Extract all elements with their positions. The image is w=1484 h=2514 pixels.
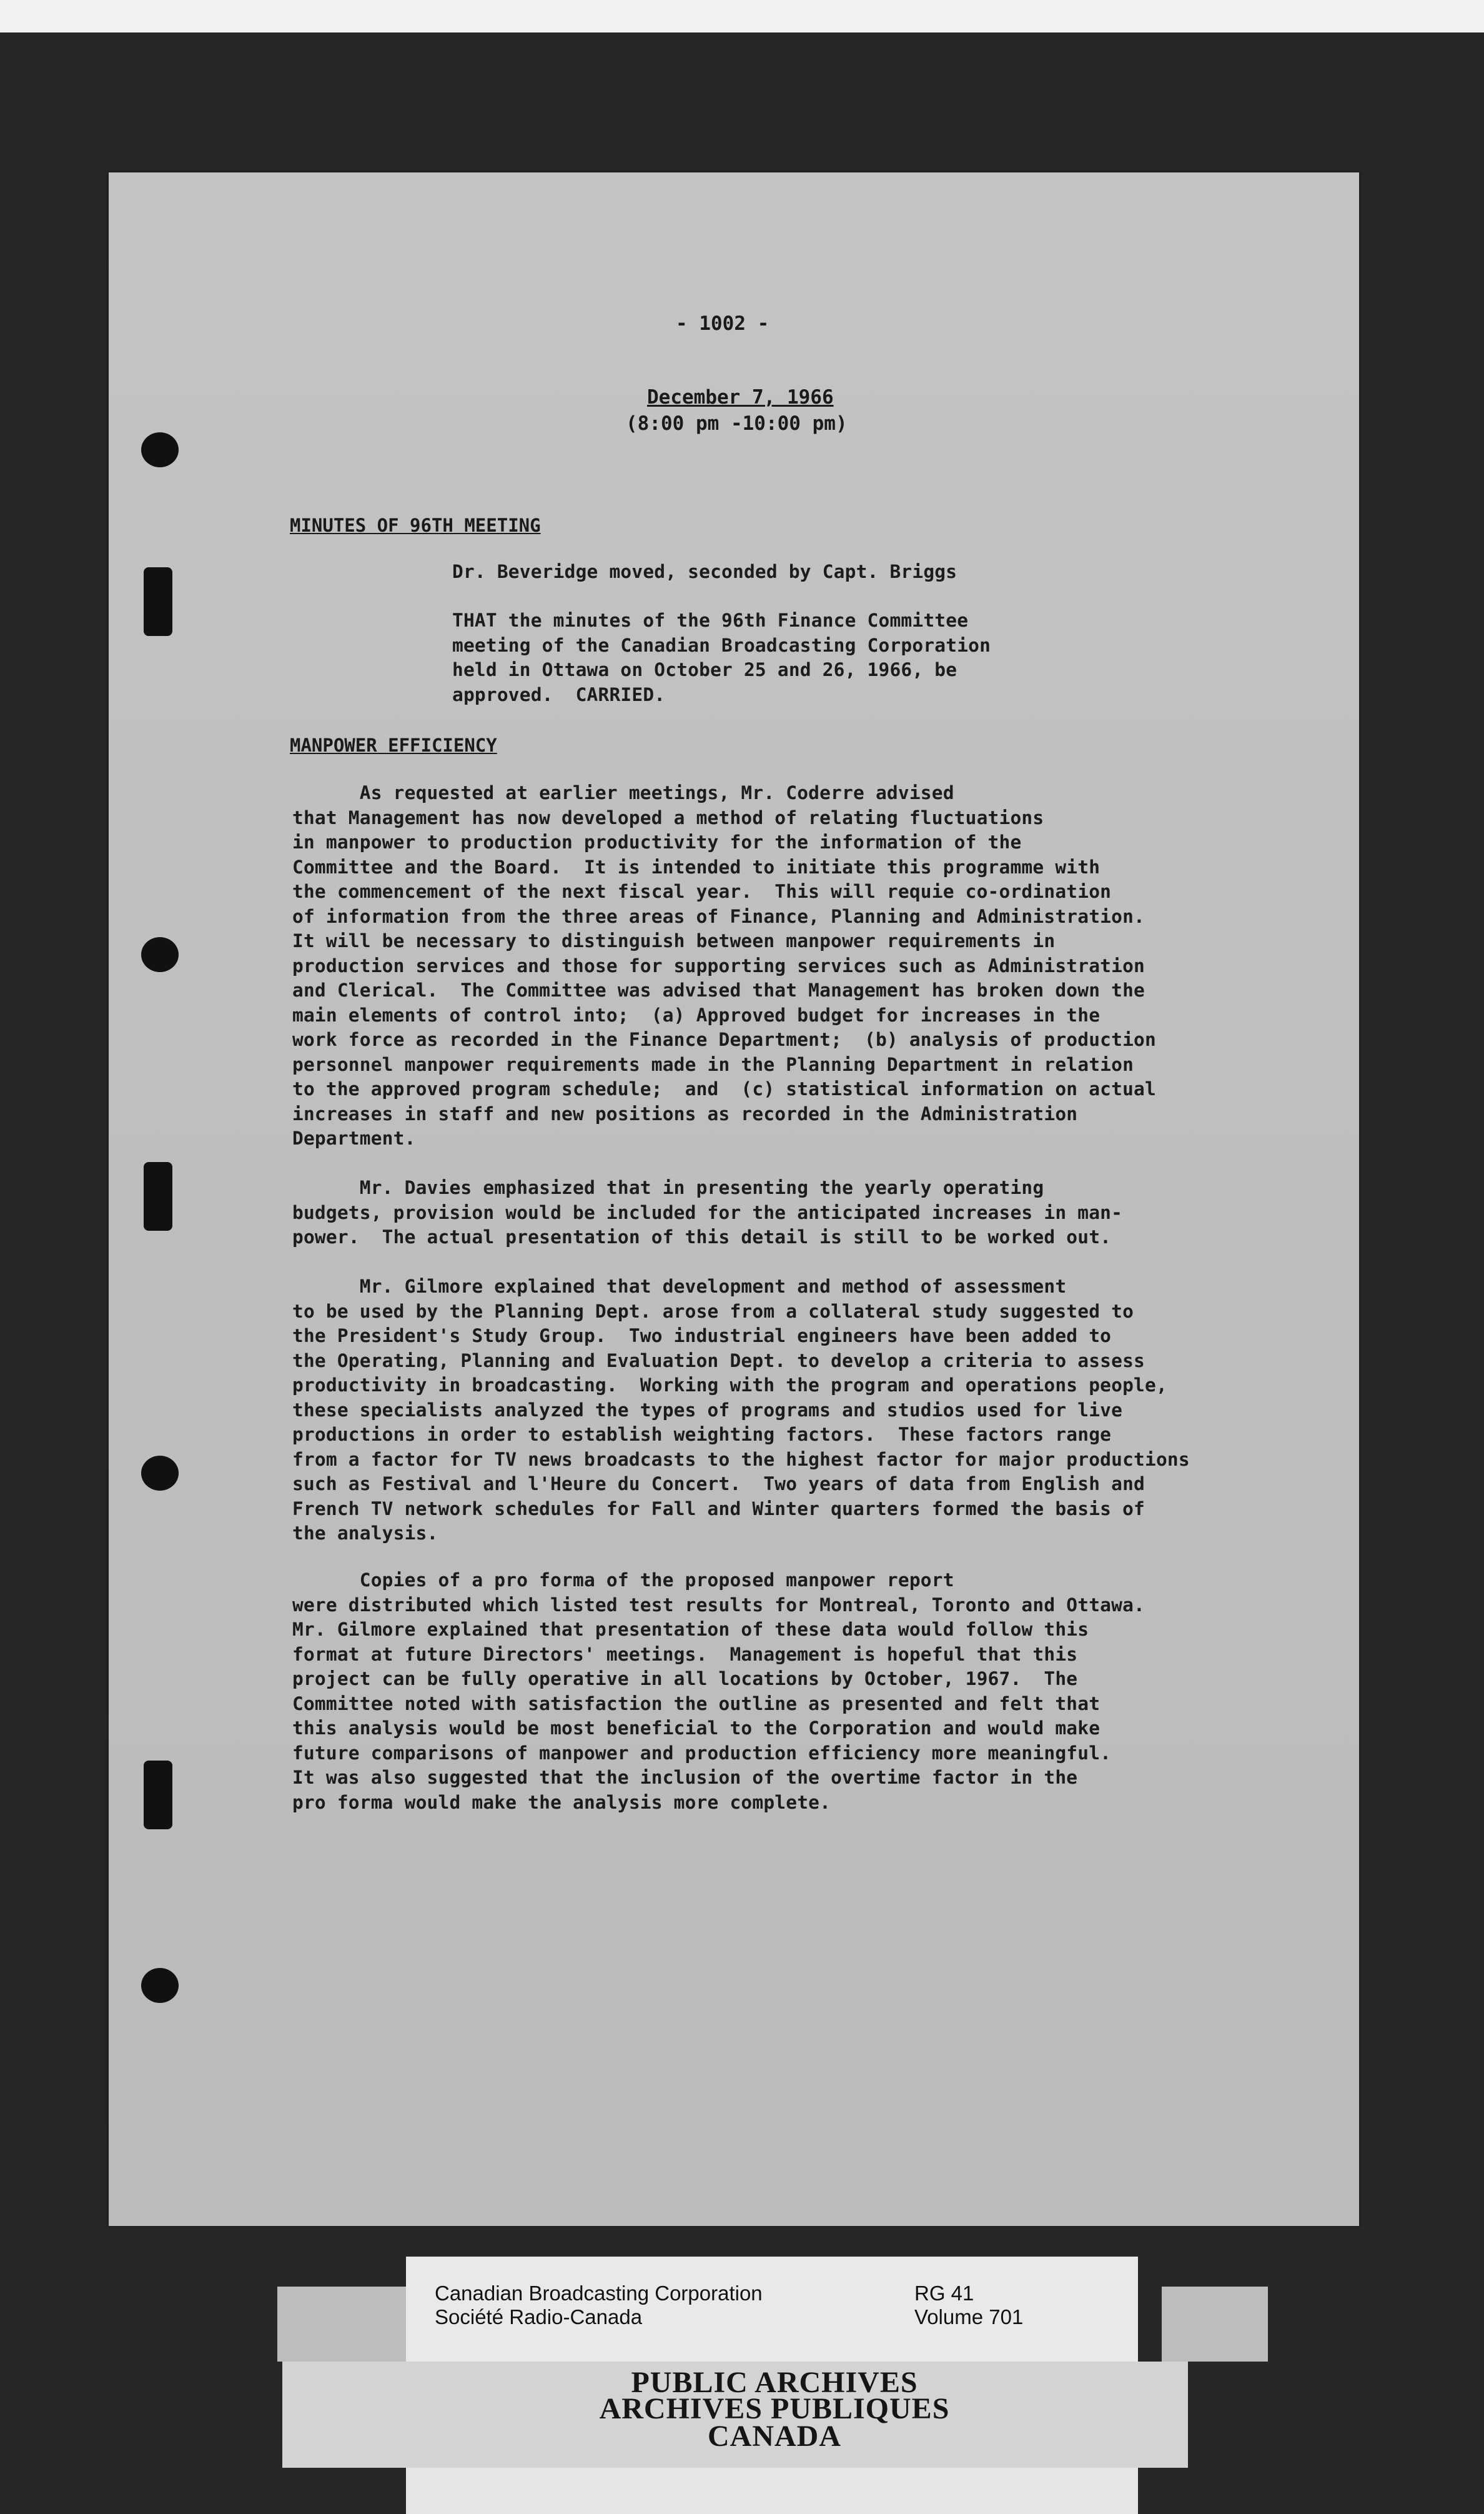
text-line: Department.: [292, 1128, 416, 1149]
text-line: project can be fully operative in all locations by October, 1967. The: [292, 1668, 1078, 1689]
label-record-group: RG 41: [914, 2282, 974, 2305]
text-line: this analysis would be most beneficial to the Corporation and would make: [292, 1717, 1101, 1739]
binder-hole: [141, 937, 179, 972]
text-line: It was also suggested that the inclusion of the overtime factor in the: [292, 1767, 1078, 1788]
text-line: It will be necessary to distinguish between manpower requirements in: [292, 930, 1056, 951]
paragraph-gilmore: [292, 1274, 1190, 1546]
text-line: from a factor for TV news broadcasts to the highest factor for major productions: [292, 1448, 1190, 1470]
text-line: work force as recorded in the Finance Department; (b) analysis of production: [292, 1029, 1156, 1050]
minutes-heading: MINUTES OF 96TH MEETING: [290, 515, 541, 536]
text-line: French TV network schedules for Fall and Winter quarters formed the basis of: [292, 1498, 1145, 1519]
label-backing-left: [277, 2287, 408, 2362]
binder-slot: [144, 1761, 172, 1829]
text-line: Mr. Davies emphasized that in presenting the yearly operating: [292, 1177, 1044, 1198]
text-line: these specialists analyzed the types of programs and studios used for live: [292, 1399, 1123, 1421]
binder-slot: [144, 567, 172, 636]
text-line: personnel manpower requirements made in the Planning Department in relation: [292, 1053, 1134, 1075]
text-line: to the approved program schedule; and (c) statistical information on actual: [292, 1078, 1156, 1100]
text-line: As requested at earlier meetings, Mr. Coderre advised: [292, 782, 954, 803]
text-line: in manpower to production productivity for the information of the: [292, 832, 1022, 853]
text-line: Mr. Gilmore explained that development and method of assessment: [292, 1276, 1067, 1297]
label-backing-right: [1162, 2287, 1268, 2362]
text-line: the commencement of the next fiscal year. This will requie co-ordination: [292, 881, 1112, 902]
text-line: that Management has now developed a method of relating fluctuations: [292, 807, 1044, 828]
page-number: - 1002 -: [676, 312, 769, 335]
text-line: production services and those for supporting services such as Administration: [292, 955, 1145, 976]
text-line: increases in staff and new positions as recorded in the Administration: [292, 1103, 1078, 1125]
text-line: of information from the three areas of Finance, Planning and Administration.: [292, 905, 1145, 927]
paragraph-pro-forma: [292, 1568, 1145, 1815]
stamp-line-3: CANADA: [708, 2420, 841, 2453]
text-line: budgets, provision would be included for the anticipated increases in man-: [292, 1201, 1123, 1223]
text-line: and Clerical. The Committee was advised that Management has broken down the: [292, 980, 1145, 1001]
stamp-line-2: ARCHIVES PUBLIQUES: [599, 2392, 950, 2425]
text-line: Copies of a pro forma of the proposed manpower report: [292, 1569, 954, 1591]
binder-hole: [141, 432, 179, 467]
meeting-time: (8:00 pm -10:00 pm): [626, 412, 848, 435]
paragraph-coderre: [292, 781, 1156, 1151]
binder-hole: [141, 1968, 179, 2003]
text-line: were distributed which listed test results for Montreal, Toronto and Ottawa.: [292, 1594, 1145, 1616]
text-line: to be used by the Planning Dept. arose from a collateral study suggested to: [292, 1300, 1134, 1322]
binder-slot: [144, 1162, 172, 1231]
text-line: THAT the minutes of the 96th Finance Committee: [452, 610, 969, 631]
binder-hole: [141, 1456, 179, 1491]
text-line: Committee and the Board. It is intended to initiate this programme with: [292, 856, 1101, 878]
label-bottom: [406, 2468, 1138, 2514]
text-line: main elements of control into; (a) Approved budget for increases in the: [292, 1004, 1101, 1026]
text-line: pro forma would make the analysis more complete.: [292, 1791, 831, 1813]
text-line: future comparisons of manpower and production efficiency more meaningful.: [292, 1742, 1112, 1764]
text-line: Committee noted with satisfaction the outline as presented and felt that: [292, 1692, 1101, 1714]
label-org-en: Canadian Broadcasting Corporation: [435, 2282, 763, 2305]
text-line: the Operating, Planning and Evaluation Dept. to develop a criteria to assess: [292, 1349, 1145, 1371]
manpower-heading: MANPOWER EFFICIENCY: [290, 735, 497, 756]
text-line: Mr. Gilmore explained that presentation of these data would follow this: [292, 1619, 1089, 1640]
paragraph-davies: [292, 1176, 1122, 1250]
text-line: the President's Study Group. Two industrial engineers have been added to: [292, 1325, 1112, 1346]
text-line: such as Festival and l'Heure du Concert. Two years of data from English and: [292, 1473, 1145, 1494]
scan-top-strip: [0, 0, 1484, 32]
text-line: power. The actual presentation of this detail is still to be worked out.: [292, 1226, 1112, 1248]
text-line: the analysis.: [292, 1523, 438, 1544]
stamp-line-1: PUBLIC ARCHIVES: [631, 2366, 918, 2399]
text-line: meeting of the Canadian Broadcasting Corporation: [452, 634, 991, 656]
label-volume: Volume 701: [914, 2305, 1024, 2328]
text-line: format at future Directors' meetings. Management is hopeful that this: [292, 1643, 1078, 1665]
meeting-date: December 7, 1966: [647, 386, 834, 409]
text-line: held in Ottawa on October 25 and 26, 1966, be: [452, 659, 957, 680]
motion-line: Dr. Beveridge moved, seconded by Capt. Briggs: [452, 561, 957, 582]
text-line: approved. CARRIED.: [452, 683, 666, 705]
label-org-fr: Société Radio-Canada: [435, 2305, 643, 2328]
text-line: productions in order to establish weighting factors. These factors range: [292, 1424, 1112, 1445]
text-line: productivity in broadcasting. Working with the program and operations people,: [292, 1374, 1167, 1396]
resolution-text: [452, 609, 991, 707]
